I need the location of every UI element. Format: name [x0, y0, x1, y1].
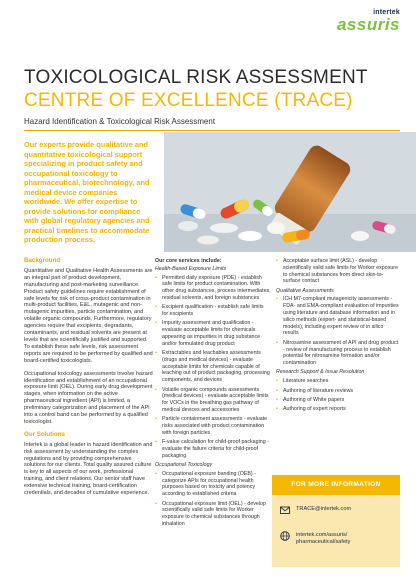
hbel-list	[155, 275, 271, 460]
web-link[interactable]	[296, 532, 350, 546]
web-link-line-1: intertek.com/assuris/	[296, 532, 348, 538]
page-title-secondary: CENTRE OF EXCELLENCE (TRACE)	[24, 90, 353, 111]
qualitative-heading: Qualitative Assessments	[276, 287, 334, 294]
solutions-paragraph: Intertek is a global leader in hazard identification and risk assessment by understanding the complex regulations and by providing comprehensive solutions for our clients. Total quality assured culture is key to all aspects of our work, professional training, and client relations. Our senior staff have extensive technical training, board-certification credentials, and decades of cumulative experience.	[24, 441, 153, 497]
email-link[interactable]: TRACE@intertek.com	[296, 506, 352, 512]
email-icon	[280, 505, 290, 515]
left-column	[24, 258, 154, 503]
pills-photo	[164, 132, 416, 252]
right-column	[276, 258, 400, 415]
list-item: • Impurity assessment and qualification - evaluate acceptable limits for chemicals appearing as impurities in drug substance and/or formulated drug product	[155, 320, 271, 347]
page-title: TOXICOLOGICAL RISK ASSESSMENT	[24, 67, 368, 88]
logo-big-text: assuris	[336, 15, 400, 34]
list-item: • Volatile organic compounds assessments (medical devices) - evaluate acceptable limits for VOCs in the breathing gas pathway of medical devices and accessories	[155, 387, 271, 414]
intro-text: Our experts provide qualitative and quantitative toxicological support specializing in product safety and occupational toxicology to pharmaceutical, biotechnology, and medical device companies worldwide. We offer expertise to provide solutions for compliance with global regulatory agencies and practical timelines to accommodate production process.	[24, 140, 150, 244]
support-heading: Research Support & Issue Resolution	[276, 369, 365, 376]
more-info-header: FOR MORE INFORMATION	[272, 475, 400, 495]
background-paragraph-1: Quantitative and Qualitative Health Assessments are an integral part of product development, manufacturing and post-marketing surveillance. Product safety guidelines require establishment of safe levels for risk of cross-product contamination in multi-product facilities, E&L, mutagenic and non-mutagenic impurities, particle contamination, and volatile organic compounds. Furthermore, regulatory agencies require that excipients, degradants, contaminants, and residual solvents are present at levels that are scientifically justified and supported. To establish these safe levels, risk assessment reports are required to be performed by qualified and board-certified toxicologists.	[24, 267, 153, 364]
support-list	[276, 378, 400, 413]
list-item: • F-value calculation for child-proof packaging - evaluate the failure criteria for child-proof packaging	[155, 439, 271, 459]
services-heading: Our core services include:	[155, 258, 222, 264]
pills-illustration	[164, 132, 416, 252]
background-paragraph-2: Occupational toxicology assessments involve hazard identification and establishment of an occupational exposure limit (OEL). During early drug development stages, when information on the active pharmaceutical ingredient (API) is limited, a preliminary categorization and placement of the API into a control band can be performed by a qualified toxicologist.	[24, 370, 153, 425]
list-item: • Occupational exposure banding (OEB) - categorize APIs for occupational health purposes based on toxicity and potency according to established criteria	[155, 471, 271, 498]
web-link-line-2: pharmaceutical/safety	[296, 539, 351, 545]
list-item: • Authoring of literature reviews	[276, 388, 400, 395]
qualitative-list	[276, 296, 400, 366]
list-item: • ICH M7-compliant mutagenicity assessments - FDA- and EMA-compliant evaluation of impurities using literature and database information and in silico methods (expert- and statistical-based models), including expert review of in silico results	[276, 296, 400, 337]
list-item: • Authoring of White papers	[276, 397, 400, 404]
occ-list	[155, 471, 271, 528]
intertek-assuris-logo	[337, 9, 400, 33]
list-item: • Extractables and leachables assessments (drugs and medical devices) - evaluate acceptable limits for chemicals capable of leaching out of product packaging, processing components, and devices	[155, 350, 271, 384]
hbel-heading: Health-Based Exposure Limits	[155, 265, 227, 272]
asl-list	[276, 258, 400, 285]
page-subtitle: Hazard Identification & Toxicological Risk Assessment	[24, 117, 216, 126]
list-item: • Excipient qualification - establish safe limits for excipients	[155, 304, 271, 318]
list-item: • Authoring of expert reports	[276, 406, 400, 413]
list-item: • Acceptable surface limit (ASL) - develop scientifically valid safe limits for Worker exposure to chemical substances from direct skin-to-surface contact	[276, 258, 400, 285]
list-item: • Particle containment assessments - evaluate risks associated with product contamination with foreign particles	[155, 416, 271, 436]
list-item: • Nitrosamine assessment of API and drug product - review of manufacturing process to establish potential for nitrosamine formation and/or contamination	[276, 340, 400, 367]
globe-icon	[280, 531, 290, 541]
title-divider	[24, 130, 400, 131]
list-item: • Permitted daily exposure (PDE) - establish safe limits for product contamination. With other drug substances, process intermediates, residual solvents, and foreign substances	[155, 275, 271, 302]
solutions-heading: Our Solutions	[24, 430, 65, 438]
list-item: • Occupational exposure limit (OEL) - develop scientifically valid safe limits for Worker exposure to chemical substances through inhalation	[155, 501, 271, 528]
list-item: • Literature searches	[276, 378, 400, 385]
more-info-box	[272, 475, 400, 567]
middle-column	[155, 258, 271, 530]
logo-small-text: intertek	[373, 9, 400, 16]
occ-heading: Occupational Toxicology	[155, 462, 213, 469]
background-heading: Background	[24, 257, 61, 264]
